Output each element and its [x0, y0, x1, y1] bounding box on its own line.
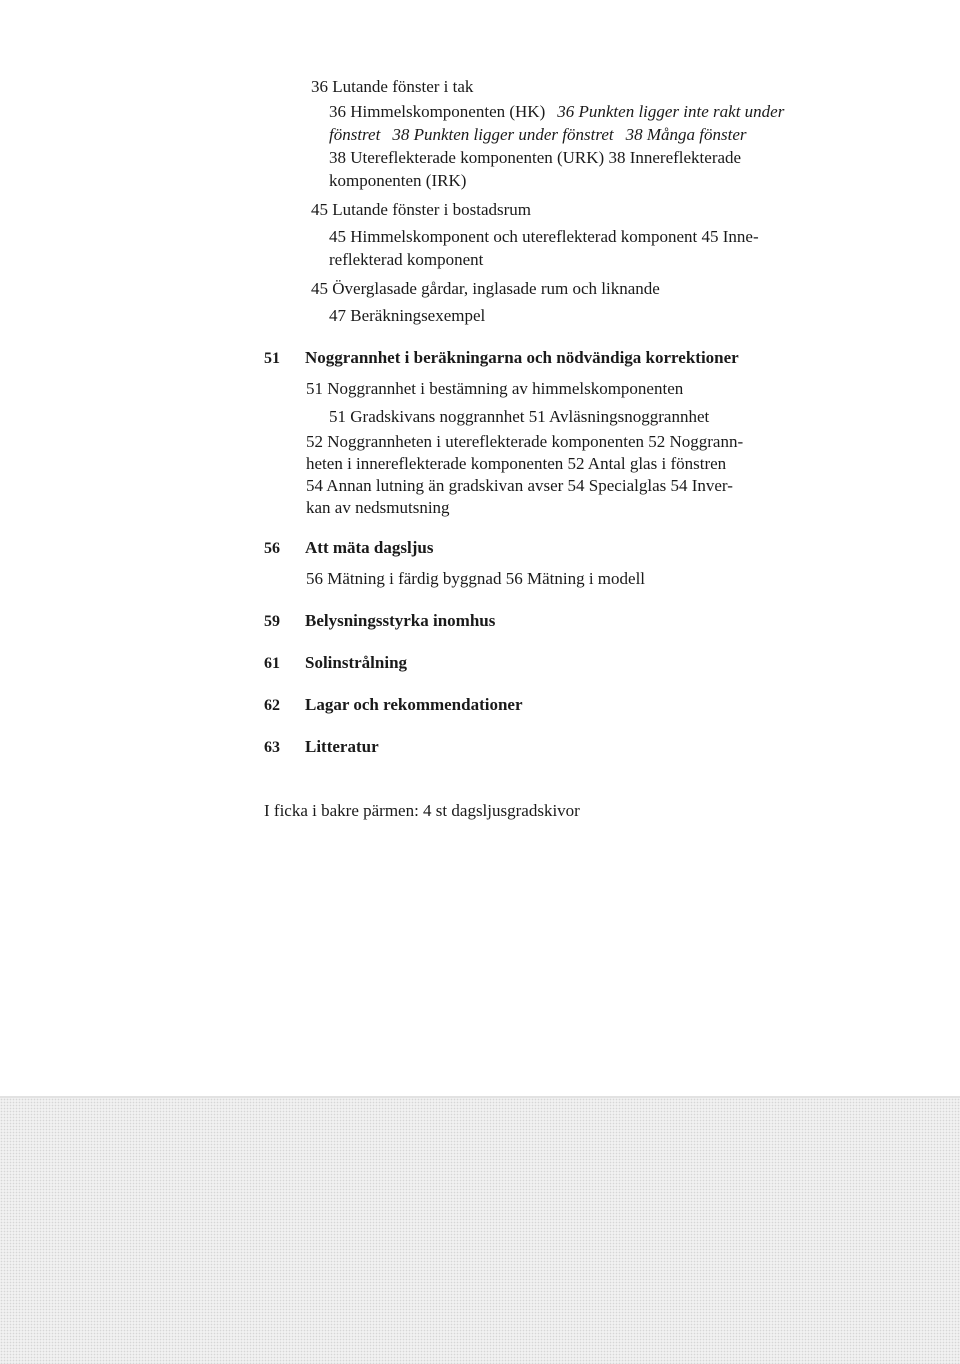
- toc-sub-51-e: 54 Annan lutning än gradskivan avser 54 Specialglas 54 Inver-: [306, 476, 733, 495]
- toc-entry-45-lutande-bostadsrum: 45 Lutande fönster i bostadsrum: [311, 200, 532, 219]
- toc-sub-punkten-ligger-inte: 36 Punkten ligger inte rakt under: [557, 102, 785, 121]
- toc-sub-51-c: 52 Noggrannheten i utereflekterade komponenten 52 Noggrann-: [306, 432, 744, 451]
- toc-sub-51-a: 51 Noggrannhet i bestämning av himmelskomponenten: [306, 379, 684, 398]
- section-title-lagar: Lagar och rekommendationer: [305, 695, 523, 714]
- section-number-63: 63: [264, 739, 280, 756]
- toc-sub-himmelskomponenten: 36 Himmelskomponenten (HK): [329, 102, 546, 121]
- toc-sub-51-f: kan av nedsmutsning: [306, 498, 450, 517]
- toc-sub-56-a: 56 Mätning i färdig byggnad 56 Mätning i modell: [306, 569, 646, 588]
- toc-entry-36-lutande-fonster: 36 Lutande fönster i tak: [311, 77, 474, 96]
- section-number-62: 62: [264, 697, 280, 714]
- toc-sub-manga-fonster: 38 Många fönster: [625, 125, 747, 144]
- toc-sub-51-d: heten i innereflekterade komponenten 52 Antal glas i fönstren: [306, 454, 727, 473]
- toc-subentries-45-line-2: reflekterad komponent: [329, 250, 484, 269]
- toc-entry-45-overglasade: 45 Överglasade gårdar, inglasade rum och liknande: [311, 279, 660, 298]
- toc-subentries-45-line-1: 45 Himmelskomponent och utereflekterad komponent 45 Inne-: [329, 227, 759, 246]
- section-title-solinstralning: Solinstrålning: [305, 653, 408, 672]
- toc-sub-51-b: 51 Gradskivans noggrannhet 51 Avläsningsnoggrannhet: [329, 407, 710, 426]
- toc-subentries-36-line-2: [329, 124, 747, 146]
- toc-sub-fonstret: fönstret: [329, 125, 381, 144]
- toc-subentries-36-line-4: komponenten (IRK): [329, 171, 467, 190]
- section-number-51: 51: [264, 350, 280, 367]
- toc-subentries-36-line-3: 38 Utereflekterade komponenten (URK) 38 Innereflekterade: [329, 148, 742, 167]
- section-title-belysningsstyrka: Belysningsstyrka inomhus: [305, 611, 496, 630]
- section-number-56: 56: [264, 540, 280, 557]
- section-number-61: 61: [264, 655, 280, 672]
- toc-entry-47-berakningsexempel: 47 Beräkningsexempel: [329, 306, 486, 325]
- section-title-att-mata-dagsljus: Att mäta dagsljus: [305, 538, 434, 557]
- section-title-noggrannhet: Noggrannhet i beräkningarna och nödvändiga korrektioner: [305, 348, 739, 367]
- toc-subentries-36-line-1: [329, 101, 784, 123]
- section-title-litteratur: Litteratur: [305, 737, 379, 756]
- section-number-59: 59: [264, 613, 280, 630]
- toc-sub-punkten-ligger-under: 38 Punkten ligger under fönstret: [392, 125, 614, 144]
- scan-gray-band: [0, 1098, 960, 1364]
- footer-note-ficka: I ficka i bakre pärmen: 4 st dagsljusgradskivor: [264, 801, 580, 820]
